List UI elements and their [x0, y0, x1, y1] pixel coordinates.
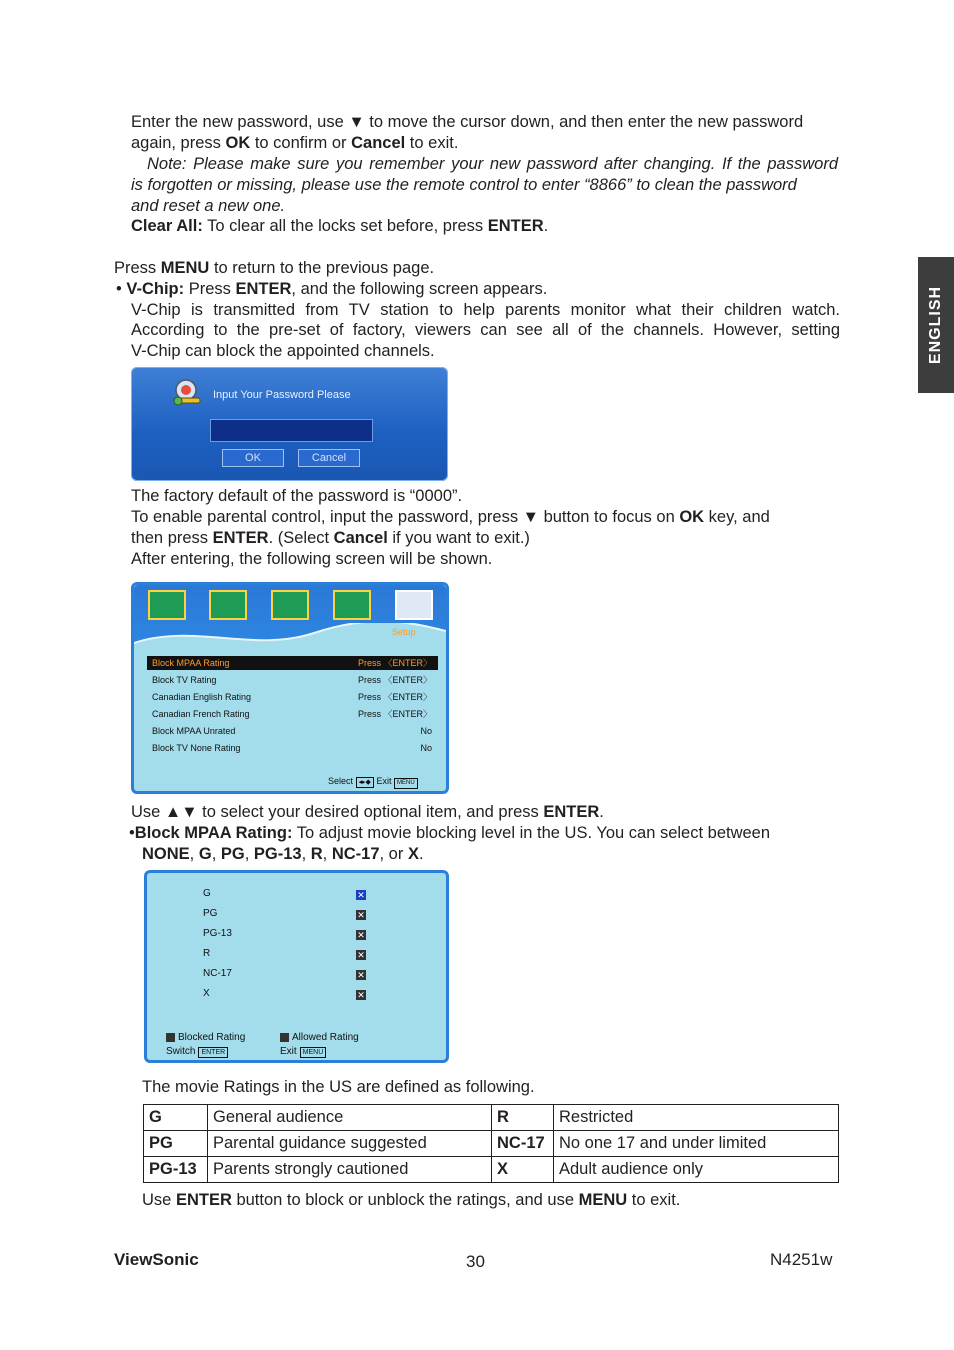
menu-row-canadian-english[interactable]: Canadian English Rating Press 〈ENTER〉 [152, 692, 432, 702]
rating-desc: General audience [208, 1105, 492, 1131]
vchip-desc-line-1: V-Chip is transmitted from TV station to help parents monitor what their children watch. [131, 301, 840, 319]
menu-row-tv-none[interactable]: Block TV None Rating No [152, 743, 432, 753]
table-row [144, 1157, 839, 1183]
cancel-button[interactable]: Cancel [298, 449, 360, 467]
enable-parental-line: To enable parental control, input the password, press ▼ button to focus on OK key, and [131, 508, 770, 526]
rating-pg[interactable]: PG [203, 908, 218, 919]
after-entering-line: After entering, the following screen will be shown. [131, 550, 493, 568]
press-menu-line: Press MENU to return to the previous page. [114, 259, 435, 277]
rating-desc: Parental guidance suggested [208, 1131, 492, 1157]
use-enter-line: Use ENTER button to block or unblock the ratings, and use MENU to exit. [142, 1191, 681, 1209]
rating-nc17-checkbox[interactable]: ✕ [357, 970, 365, 980]
language-tab [918, 257, 954, 393]
table-row [144, 1131, 839, 1157]
rating-desc: No one 17 and under limited [554, 1131, 839, 1157]
arrows-key-icon: ◂▸◆ [356, 777, 374, 788]
legend-blocked: Blocked Rating [166, 1032, 245, 1043]
footer-brand: ViewSonic [114, 1250, 199, 1269]
rating-code: NC-17 [492, 1131, 554, 1157]
legend-switch: Switch ENTER [166, 1046, 228, 1058]
setup-tab-label: Setup [392, 627, 416, 637]
blocked-check-icon [166, 1033, 175, 1042]
legend-allowed: Allowed Rating [280, 1032, 359, 1043]
password-prompt: Input Your Password Please [213, 389, 351, 401]
language-tab-label: ENGLISH [927, 285, 944, 365]
rating-pg-checkbox[interactable]: ✕ [357, 910, 365, 920]
rating-desc: Adult audience only [554, 1157, 839, 1183]
note-line-1: Note: Please make sure you remember your new password after changing. If the password [147, 155, 838, 173]
vchip-heading: • V-Chip: Press ENTER, and the following screen appears. [116, 280, 548, 298]
rating-pg13[interactable]: PG-13 [203, 928, 232, 939]
menu-row-canadian-french[interactable]: Canadian French Rating Press 〈ENTER〉 [152, 709, 432, 719]
rating-pg13-checkbox[interactable]: ✕ [357, 930, 365, 940]
rating-code: PG [144, 1131, 208, 1157]
rating-g-checkbox[interactable]: ✕ [357, 890, 365, 900]
menu-key: MENU [394, 778, 418, 789]
mpaa-heading: •Block MPAA Rating: To adjust movie blocking level in the US. You can select between [129, 824, 771, 842]
note-line-2: is forgotten or missing, please use the remote control to enter “8866” to clean the password [131, 176, 797, 194]
note-line-3: and reset a new one. [131, 197, 286, 215]
setup-icon[interactable] [395, 590, 433, 620]
menu-row-block-mpaa[interactable]: Block MPAA Rating Press 〈ENTER〉 [147, 656, 438, 670]
mpaa-options-line: NONE, G, PG, PG-13, R, NC-17, or X. [142, 845, 424, 863]
rating-x[interactable]: X [203, 988, 210, 999]
rating-code: R [492, 1105, 554, 1131]
factory-default-line: The factory default of the password is “0000”. [131, 487, 463, 505]
password-dialog [131, 367, 448, 481]
setup-menu [131, 582, 449, 794]
rating-r-checkbox[interactable]: ✕ [357, 950, 365, 960]
rating-x-checkbox[interactable]: ✕ [357, 990, 365, 1000]
ratings-intro: The movie Ratings in the US are defined as following. [142, 1078, 535, 1096]
lock-key-icon [171, 377, 205, 411]
vchip-desc-line-3: V-Chip can block the appointed channels. [131, 342, 435, 360]
vchip-desc-line-2: According to the pre-set of factory, viewers can see all of the channels. However, setting [131, 321, 840, 339]
use-arrows-line: Use ▲▼ to select your desired optional item, and press ENTER. [131, 803, 604, 821]
menu-row-block-tv[interactable]: Block TV Rating Press 〈ENTER〉 [152, 675, 432, 685]
rating-nc17[interactable]: NC-17 [203, 968, 232, 979]
clear-all-line: Clear All: To clear all the locks set before, press ENTER. [131, 217, 549, 235]
rating-desc: Restricted [554, 1105, 839, 1131]
then-press-line: then press ENTER. (Select Cancel if you want to exit.) [131, 529, 530, 547]
menu-row-mpaa-unrated[interactable]: Block MPAA Unrated No [152, 726, 432, 736]
page-number: 30 [466, 1252, 485, 1271]
picture-icon[interactable] [148, 590, 186, 620]
password-instruction-line-1: Enter the new password, use ▼ to move the cursor down, and then enter the new password [131, 113, 804, 131]
ratings-table [143, 1104, 839, 1183]
mpaa-rating-panel [144, 870, 449, 1063]
tools-icon[interactable] [271, 590, 309, 620]
menu-footer: Select ◂▸◆ Exit MENU [328, 776, 418, 789]
audio-icon[interactable] [209, 590, 247, 620]
footer-model: N4251w [770, 1250, 833, 1269]
rating-code: G [144, 1105, 208, 1131]
table-row [144, 1105, 839, 1131]
allowed-x-icon [280, 1033, 289, 1042]
rating-desc: Parents strongly cautioned [208, 1157, 492, 1183]
password-instruction-line-2: again, press OK to confirm or Cancel to exit. [131, 134, 459, 152]
screen-icon[interactable] [333, 590, 371, 620]
password-input[interactable] [210, 419, 373, 442]
rating-g[interactable]: G [203, 888, 211, 899]
rating-code: PG-13 [144, 1157, 208, 1183]
rating-code: X [492, 1157, 554, 1183]
rating-r[interactable]: R [203, 948, 211, 959]
ok-button[interactable]: OK [222, 449, 284, 467]
legend-exit: Exit MENU [280, 1046, 326, 1058]
